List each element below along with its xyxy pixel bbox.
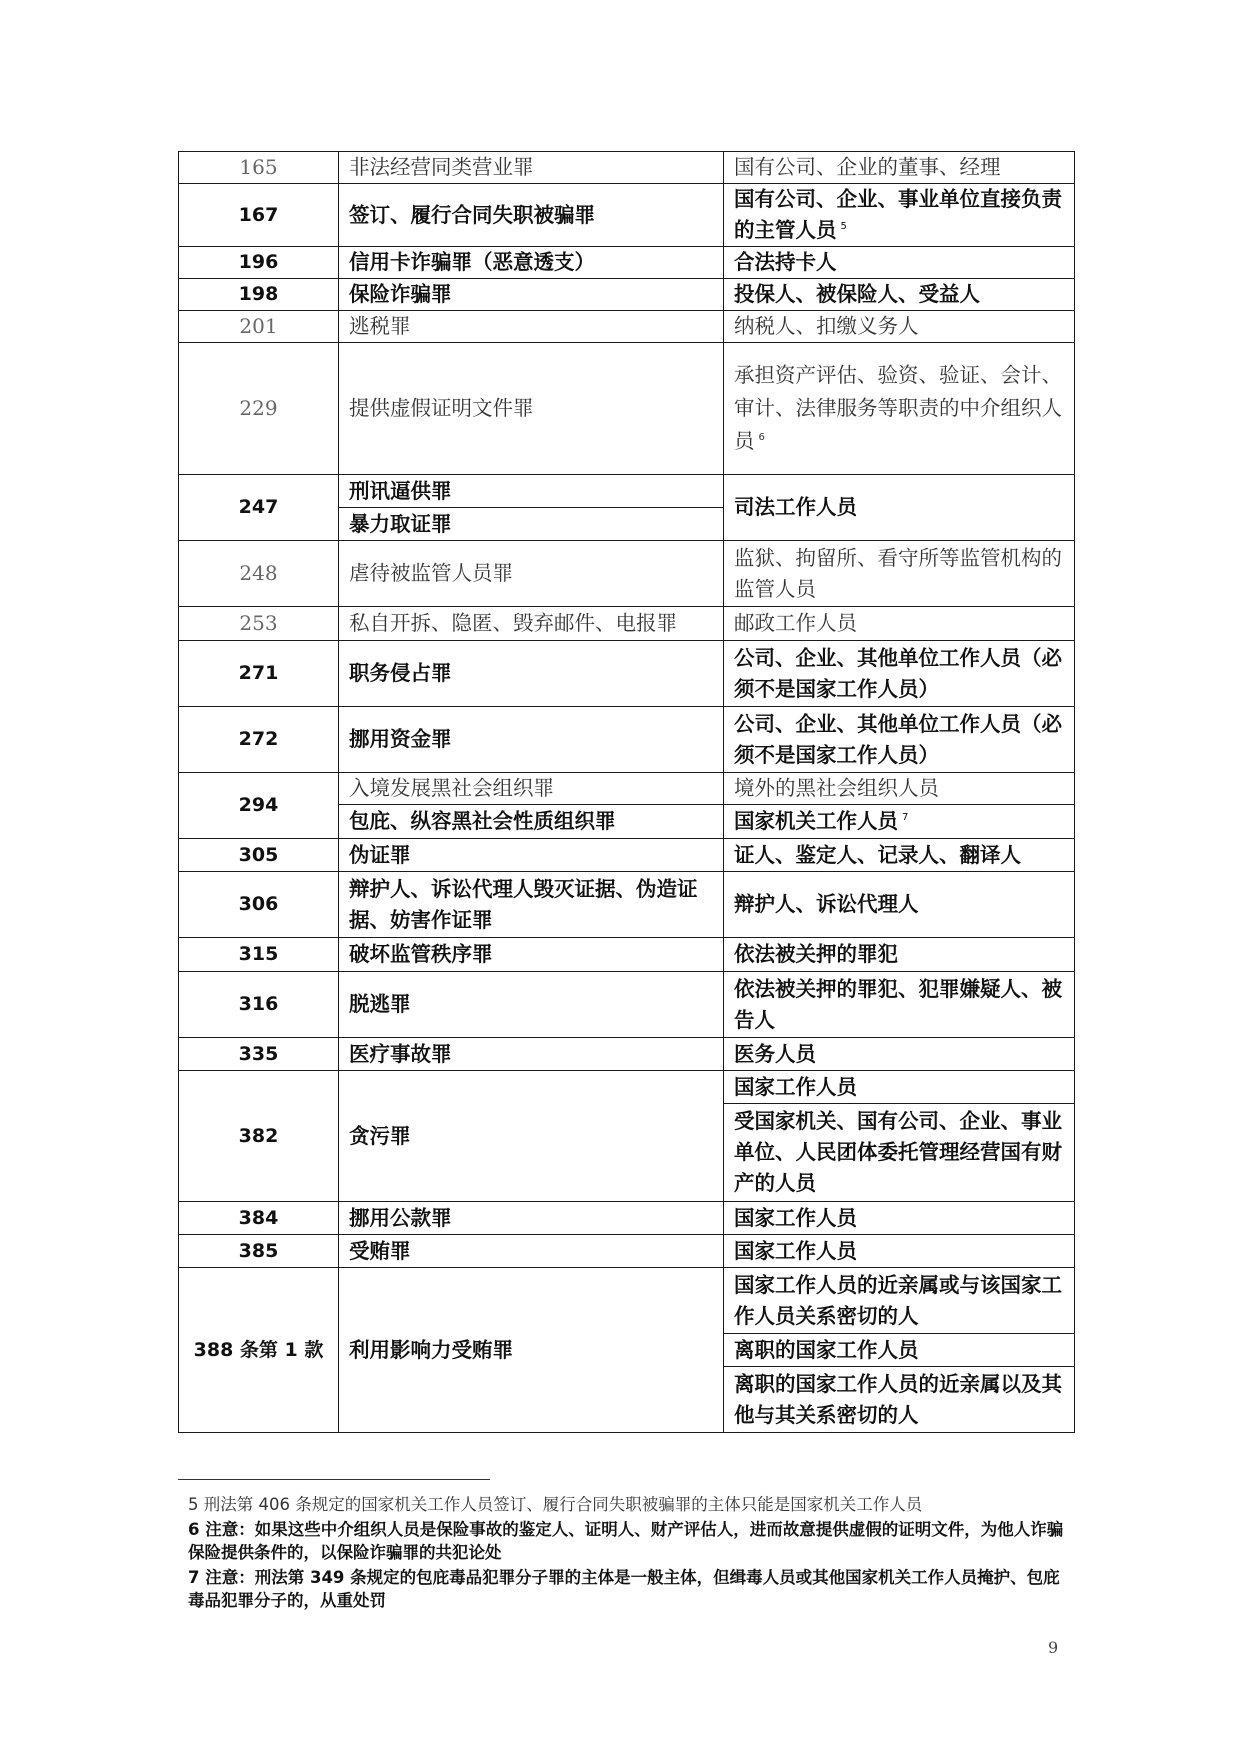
crime-name: 非法经营同类营业罪 [339,152,724,184]
crime-name: 利用影响力受贿罪 [339,1268,724,1433]
crime-name: 医疗事故罪 [339,1038,724,1071]
crime-name: 挪用公款罪 [339,1202,724,1235]
footnote-separator [178,1479,490,1480]
article-number: 388 条第 1 款 [179,1268,339,1433]
crime-name: 伪证罪 [339,839,724,872]
table-row [179,938,1075,972]
article-number: 305 [179,839,339,872]
crime-subject: 邮政工作人员 [724,607,1075,641]
crime-name: 破坏监管秩序罪 [339,938,724,972]
crime-name: 贪污罪 [339,1071,724,1202]
table-row [179,1268,1075,1334]
table-row [179,707,1075,773]
crime-subject [724,343,1075,475]
crime-subject: 受国家机关、国有公司、企业、事业单位、人民团体委托管理经营国有财产的人员 [724,1104,1075,1202]
article-number: 196 [179,247,339,279]
crime-subject: 公司、企业、其他单位工作人员（必须不是国家工作人员） [724,641,1075,707]
crime-subject [724,184,1075,247]
crime-subject: 国家工作人员 [724,1202,1075,1235]
table-row [179,872,1075,938]
footnote-ref[interactable]: 5 [840,221,847,233]
article-number: 229 [179,343,339,475]
article-number: 335 [179,1038,339,1071]
footnote-5: 5 刑法第 406 条规定的国家机关工作人员签订、履行合同失职被骗罪的主体只能是国家机关工作人员 [188,1495,923,1514]
article-number: 165 [179,152,339,184]
table-row [179,311,1075,343]
crime-name: 辩护人、诉讼代理人毁灭证据、伪造证据、妨害作证罪 [339,872,724,938]
crime-subject: 投保人、被保险人、受益人 [724,279,1075,311]
crime-name: 刑讯逼供罪 [339,475,724,508]
article-number: 315 [179,938,339,972]
crime-subject: 纳税人、扣缴义务人 [724,311,1075,343]
article-number: 253 [179,607,339,641]
crime-subject: 医务人员 [724,1038,1075,1071]
footnote-ref[interactable]: 7 [902,812,909,824]
crime-name: 提供虚假证明文件罪 [339,343,724,475]
table-row [179,541,1075,607]
crime-name: 虐待被监管人员罪 [339,541,724,607]
table-row [179,607,1075,641]
table-row [179,1071,1075,1104]
crime-subject: 离职的国家工作人员 [724,1334,1075,1367]
footnote-6: 6 注意：如果这些中介组织人员是保险事故的鉴定人、证明人、财产评估人，进而故意提供虚假的证明文件，为他人诈骗保险提供条件的，以保险诈骗罪的共犯论处 [188,1520,1064,1562]
article-number: 247 [179,475,339,541]
article-number: 201 [179,311,339,343]
crime-name: 暴力取证罪 [339,508,724,541]
crime-name: 脱逃罪 [339,972,724,1038]
crime-subject: 证人、鉴定人、记录人、翻译人 [724,839,1075,872]
subject-text: 国家机关工作人员 [734,809,898,833]
crime-name: 签订、履行合同失职被骗罪 [339,184,724,247]
table-row [179,184,1075,247]
crime-subject: 国家工作人员 [724,1071,1075,1104]
article-number: 167 [179,184,339,247]
crime-name: 信用卡诈骗罪（恶意透支） [339,247,724,279]
table-row [179,1038,1075,1071]
crime-subject: 境外的黑社会组织人员 [724,773,1075,805]
article-number: 382 [179,1071,339,1202]
crime-name: 包庇、纵容黑社会性质组织罪 [339,805,724,839]
article-number: 248 [179,541,339,607]
footnote-ref[interactable]: 6 [758,432,765,444]
article-number: 306 [179,872,339,938]
table-row [179,1202,1075,1235]
crime-subject: 离职的国家工作人员的近亲属以及其他与其关系密切的人 [724,1367,1075,1433]
article-number: 271 [179,641,339,707]
crime-name: 挪用资金罪 [339,707,724,773]
article-number: 316 [179,972,339,1038]
article-number: 272 [179,707,339,773]
crime-subject: 司法工作人员 [724,475,1075,541]
table-row [179,247,1075,279]
crime-subject: 国有公司、企业的董事、经理 [724,152,1075,184]
table-row [179,279,1075,311]
subject-text: 承担资产评估、验资、验证、会计、审计、法律服务等职责的中介组织人员 [734,363,1062,453]
table-row [179,475,1075,508]
crime-subject: 公司、企业、其他单位工作人员（必须不是国家工作人员） [724,707,1075,773]
table-row [179,152,1075,184]
page-number: 9 [1048,1638,1059,1657]
crime-name: 保险诈骗罪 [339,279,724,311]
crime-subject-table [178,151,1075,1433]
crime-subject: 国家工作人员 [724,1235,1075,1268]
crime-subject: 辩护人、诉讼代理人 [724,872,1075,938]
footnote-7: 7 注意：刑法第 349 条规定的包庇毒品犯罪分子罪的主体是一般主体，但缉毒人员或其他国家机关工作人员掩护、包庇毒品犯罪分子的，从重处罚 [188,1568,1060,1610]
crime-name: 逃税罪 [339,311,724,343]
table-row [179,1235,1075,1268]
crime-subject [724,805,1075,839]
crime-subject: 依法被关押的罪犯、犯罪嫌疑人、被告人 [724,972,1075,1038]
crime-name: 职务侵占罪 [339,641,724,707]
table-row [179,343,1075,475]
table-row [179,773,1075,805]
crime-name: 入境发展黑社会组织罪 [339,773,724,805]
crime-name: 私自开拆、隐匿、毁弃邮件、电报罪 [339,607,724,641]
table-row [179,641,1075,707]
article-number: 294 [179,773,339,839]
crime-subject: 依法被关押的罪犯 [724,938,1075,972]
table-row [179,839,1075,872]
article-number: 385 [179,1235,339,1268]
article-number: 198 [179,279,339,311]
article-number: 384 [179,1202,339,1235]
crime-subject: 监狱、拘留所、看守所等监管机构的监管人员 [724,541,1075,607]
table-row [179,972,1075,1038]
crime-name: 受贿罪 [339,1235,724,1268]
subject-text: 国有公司、企业、事业单位直接负责的主管人员 [734,187,1062,242]
crime-subject: 合法持卡人 [724,247,1075,279]
crime-subject: 国家工作人员的近亲属或与该国家工作人员关系密切的人 [724,1268,1075,1334]
